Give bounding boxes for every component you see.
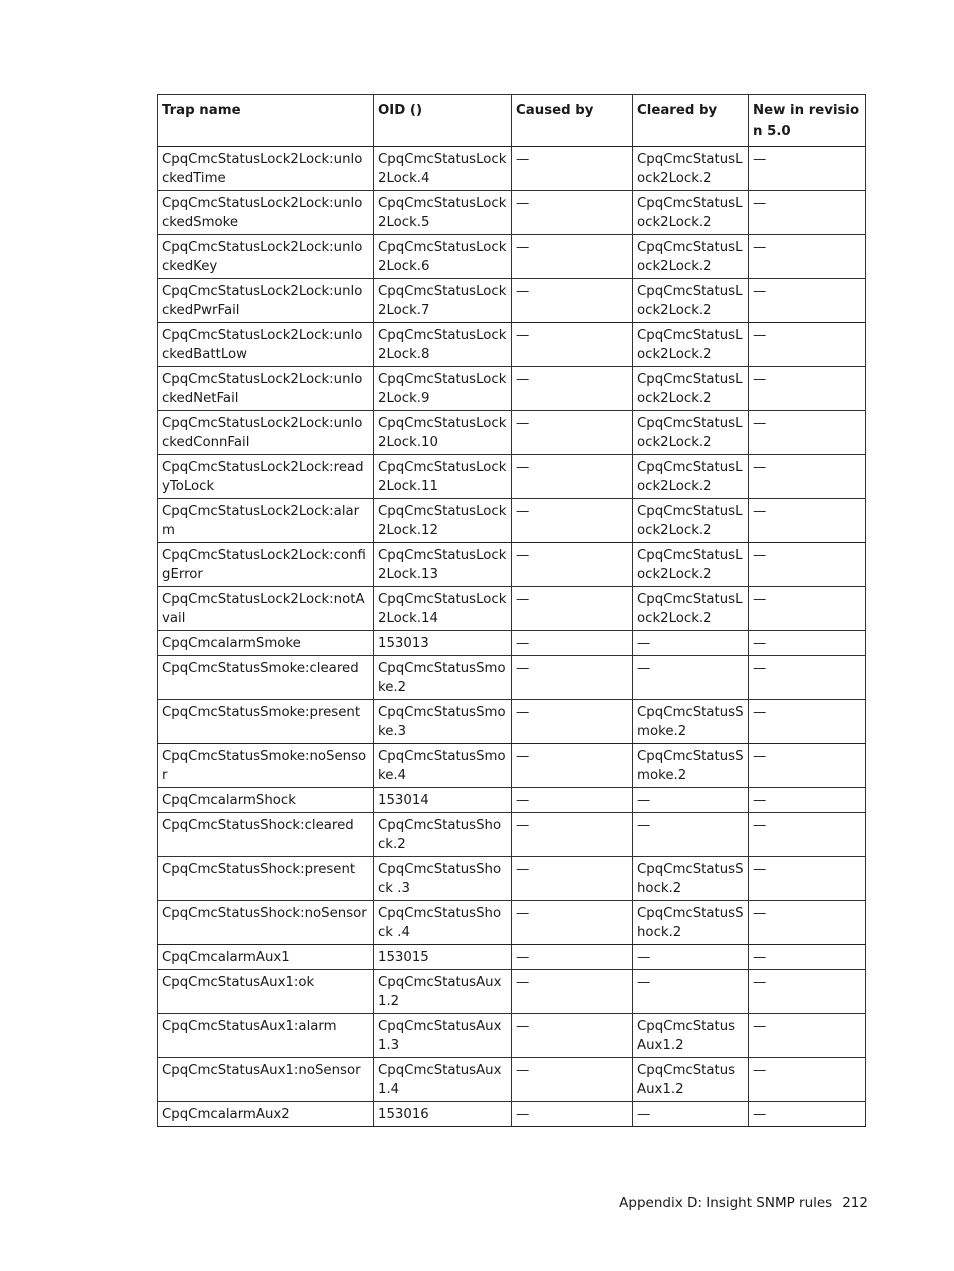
cell-oid: CpqCmcStatusLock2Lock.7: [374, 279, 512, 323]
cell-caused-by: —: [512, 945, 633, 970]
cell-cleared-by: CpqCmcStatusLock2Lock.2: [633, 191, 749, 235]
cell-oid: CpqCmcStatusLock2Lock.12: [374, 499, 512, 543]
table-row: [158, 970, 866, 1014]
cell-new-in-revision: —: [749, 235, 866, 279]
cell-cleared-by: CpqCmcStatusLock2Lock.2: [633, 279, 749, 323]
cell-cleared-by: CpqCmcStatusAux1.2: [633, 1058, 749, 1102]
cell-caused-by: —: [512, 235, 633, 279]
cell-oid: CpqCmcStatusShock .3: [374, 857, 512, 901]
cell-oid: 153014: [374, 788, 512, 813]
table-row: [158, 700, 866, 744]
cell-new-in-revision: —: [749, 191, 866, 235]
cell-cleared-by: CpqCmcStatusSmoke.2: [633, 744, 749, 788]
cell-trap-name: CpqCmcStatusAux1:alarm: [158, 1014, 374, 1058]
cell-oid: CpqCmcStatusAux1.2: [374, 970, 512, 1014]
cell-trap-name: CpqCmcStatusSmoke:noSensor: [158, 744, 374, 788]
cell-oid: CpqCmcStatusSmoke.2: [374, 656, 512, 700]
footer-section-title: Appendix D: Insight SNMP rules: [619, 1195, 833, 1211]
snmp-trap-table: [157, 94, 866, 1127]
cell-caused-by: —: [512, 279, 633, 323]
cell-trap-name: CpqCmcStatusLock2Lock:alarm: [158, 499, 374, 543]
cell-new-in-revision: —: [749, 279, 866, 323]
cell-oid: CpqCmcStatusLock2Lock.10: [374, 411, 512, 455]
cell-trap-name: CpqCmcalarmSmoke: [158, 631, 374, 656]
cell-caused-by: —: [512, 813, 633, 857]
cell-oid: CpqCmcStatusLock2Lock.14: [374, 587, 512, 631]
cell-cleared-by: —: [633, 1102, 749, 1127]
table-row: [158, 788, 866, 813]
table-row: [158, 587, 866, 631]
table-row: [158, 744, 866, 788]
cell-new-in-revision: —: [749, 970, 866, 1014]
cell-trap-name: CpqCmcalarmAux1: [158, 945, 374, 970]
table-row: [158, 323, 866, 367]
cell-oid: CpqCmcStatusLock2Lock.4: [374, 147, 512, 191]
cell-caused-by: —: [512, 970, 633, 1014]
cell-cleared-by: CpqCmcStatusLock2Lock.2: [633, 455, 749, 499]
cell-caused-by: —: [512, 656, 633, 700]
cell-caused-by: —: [512, 700, 633, 744]
cell-new-in-revision: —: [749, 499, 866, 543]
cell-trap-name: CpqCmcStatusShock:present: [158, 857, 374, 901]
cell-trap-name: CpqCmcStatusLock2Lock:unlockedConnFail: [158, 411, 374, 455]
cell-trap-name: CpqCmcStatusLock2Lock:unlockedBattLow: [158, 323, 374, 367]
table-row: [158, 857, 866, 901]
cell-trap-name: CpqCmcStatusSmoke:cleared: [158, 656, 374, 700]
cell-trap-name: CpqCmcStatusAux1:ok: [158, 970, 374, 1014]
cell-oid: CpqCmcStatusLock2Lock.5: [374, 191, 512, 235]
cell-cleared-by: —: [633, 970, 749, 1014]
cell-cleared-by: CpqCmcStatusLock2Lock.2: [633, 323, 749, 367]
cell-caused-by: —: [512, 455, 633, 499]
cell-cleared-by: CpqCmcStatusLock2Lock.2: [633, 147, 749, 191]
cell-caused-by: —: [512, 1014, 633, 1058]
table-row: [158, 1058, 866, 1102]
cell-trap-name: CpqCmcStatusLock2Lock:unlockedNetFail: [158, 367, 374, 411]
page-footer: [619, 1195, 868, 1211]
table-row: [158, 411, 866, 455]
table-row: [158, 656, 866, 700]
cell-cleared-by: CpqCmcStatusShock.2: [633, 857, 749, 901]
cell-caused-by: —: [512, 1058, 633, 1102]
table-row: [158, 235, 866, 279]
table-row: [158, 191, 866, 235]
cell-new-in-revision: —: [749, 147, 866, 191]
cell-new-in-revision: —: [749, 411, 866, 455]
header-oid: OID (): [374, 95, 512, 147]
cell-trap-name: CpqCmcStatusLock2Lock:unlockedTime: [158, 147, 374, 191]
cell-new-in-revision: —: [749, 1058, 866, 1102]
cell-cleared-by: CpqCmcStatusSmoke.2: [633, 700, 749, 744]
cell-trap-name: CpqCmcStatusLock2Lock:unlockedPwrFail: [158, 279, 374, 323]
table-row: [158, 279, 866, 323]
header-row: [158, 95, 866, 147]
cell-new-in-revision: —: [749, 813, 866, 857]
cell-new-in-revision: —: [749, 656, 866, 700]
cell-caused-by: —: [512, 543, 633, 587]
cell-cleared-by: CpqCmcStatusAux1.2: [633, 1014, 749, 1058]
header-new-in-revision: New in revision 5.0: [749, 95, 866, 147]
cell-new-in-revision: —: [749, 455, 866, 499]
cell-oid: CpqCmcStatusAux1.4: [374, 1058, 512, 1102]
cell-trap-name: CpqCmcStatusLock2Lock:unlockedKey: [158, 235, 374, 279]
cell-caused-by: —: [512, 323, 633, 367]
cell-caused-by: —: [512, 1102, 633, 1127]
cell-trap-name: CpqCmcStatusLock2Lock:unlockedSmoke: [158, 191, 374, 235]
cell-caused-by: —: [512, 147, 633, 191]
cell-new-in-revision: —: [749, 857, 866, 901]
cell-oid: CpqCmcStatusLock2Lock.6: [374, 235, 512, 279]
table-row: [158, 945, 866, 970]
cell-caused-by: —: [512, 788, 633, 813]
cell-caused-by: —: [512, 631, 633, 656]
cell-oid: CpqCmcStatusAux1.3: [374, 1014, 512, 1058]
header-cleared-by: Cleared by: [633, 95, 749, 147]
cell-oid: 153013: [374, 631, 512, 656]
table-row: [158, 543, 866, 587]
table-header: [158, 95, 866, 147]
cell-new-in-revision: —: [749, 700, 866, 744]
cell-cleared-by: CpqCmcStatusLock2Lock.2: [633, 235, 749, 279]
cell-oid: 153016: [374, 1102, 512, 1127]
cell-trap-name: CpqCmcStatusLock2Lock:notAvail: [158, 587, 374, 631]
cell-oid: CpqCmcStatusLock2Lock.8: [374, 323, 512, 367]
cell-cleared-by: CpqCmcStatusLock2Lock.2: [633, 543, 749, 587]
cell-new-in-revision: —: [749, 788, 866, 813]
cell-trap-name: CpqCmcalarmAux2: [158, 1102, 374, 1127]
cell-trap-name: CpqCmcStatusShock:noSensor: [158, 901, 374, 945]
cell-caused-by: —: [512, 901, 633, 945]
header-caused-by: Caused by: [512, 95, 633, 147]
cell-new-in-revision: —: [749, 367, 866, 411]
cell-new-in-revision: —: [749, 945, 866, 970]
cell-caused-by: —: [512, 499, 633, 543]
cell-trap-name: CpqCmcStatusSmoke:present: [158, 700, 374, 744]
cell-new-in-revision: —: [749, 323, 866, 367]
cell-caused-by: —: [512, 191, 633, 235]
cell-caused-by: —: [512, 857, 633, 901]
header-trap-name: Trap name: [158, 95, 374, 147]
table-row: [158, 1102, 866, 1127]
cell-new-in-revision: —: [749, 744, 866, 788]
cell-cleared-by: CpqCmcStatusShock.2: [633, 901, 749, 945]
cell-caused-by: —: [512, 367, 633, 411]
cell-new-in-revision: —: [749, 901, 866, 945]
page-number: 212: [842, 1195, 868, 1211]
table-row: [158, 499, 866, 543]
cell-new-in-revision: —: [749, 543, 866, 587]
cell-caused-by: —: [512, 411, 633, 455]
cell-new-in-revision: —: [749, 1102, 866, 1127]
cell-trap-name: CpqCmcStatusLock2Lock:configError: [158, 543, 374, 587]
cell-trap-name: CpqCmcStatusShock:cleared: [158, 813, 374, 857]
cell-cleared-by: —: [633, 945, 749, 970]
cell-cleared-by: CpqCmcStatusLock2Lock.2: [633, 411, 749, 455]
cell-new-in-revision: —: [749, 1014, 866, 1058]
table-row: [158, 1014, 866, 1058]
table-row: [158, 367, 866, 411]
cell-trap-name: CpqCmcStatusLock2Lock:readyToLock: [158, 455, 374, 499]
cell-oid: CpqCmcStatusLock2Lock.11: [374, 455, 512, 499]
cell-cleared-by: CpqCmcStatusLock2Lock.2: [633, 587, 749, 631]
cell-cleared-by: —: [633, 788, 749, 813]
cell-caused-by: —: [512, 744, 633, 788]
cell-caused-by: —: [512, 587, 633, 631]
table-row: [158, 455, 866, 499]
cell-cleared-by: —: [633, 656, 749, 700]
cell-cleared-by: CpqCmcStatusLock2Lock.2: [633, 499, 749, 543]
cell-oid: CpqCmcStatusShock.2: [374, 813, 512, 857]
cell-new-in-revision: —: [749, 631, 866, 656]
cell-oid: CpqCmcStatusSmoke.4: [374, 744, 512, 788]
cell-oid: CpqCmcStatusSmoke.3: [374, 700, 512, 744]
cell-cleared-by: —: [633, 631, 749, 656]
table-row: [158, 813, 866, 857]
table-row: [158, 147, 866, 191]
table-row: [158, 901, 866, 945]
table-row: [158, 631, 866, 656]
cell-trap-name: CpqCmcalarmShock: [158, 788, 374, 813]
cell-trap-name: CpqCmcStatusAux1:noSensor: [158, 1058, 374, 1102]
cell-cleared-by: CpqCmcStatusLock2Lock.2: [633, 367, 749, 411]
cell-oid: CpqCmcStatusLock2Lock.13: [374, 543, 512, 587]
table-body: [158, 147, 866, 1127]
cell-new-in-revision: —: [749, 587, 866, 631]
cell-cleared-by: —: [633, 813, 749, 857]
cell-oid: CpqCmcStatusShock .4: [374, 901, 512, 945]
cell-oid: CpqCmcStatusLock2Lock.9: [374, 367, 512, 411]
cell-oid: 153015: [374, 945, 512, 970]
